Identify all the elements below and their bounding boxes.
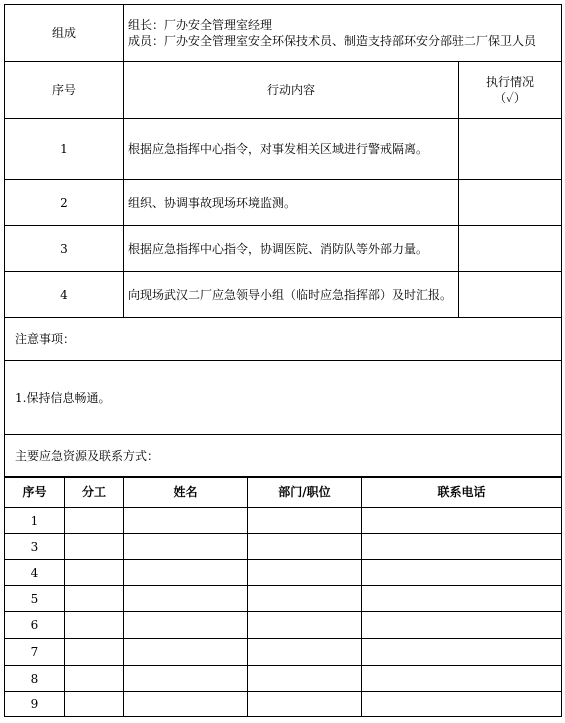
action-status-cell[interactable] <box>459 180 562 226</box>
res-phone-cell[interactable] <box>362 586 562 612</box>
header-status <box>459 62 562 119</box>
res-seq: 7 <box>5 639 65 666</box>
res-name-cell[interactable] <box>124 508 248 534</box>
resources-title-row <box>5 435 562 478</box>
res-phone-cell[interactable] <box>362 534 562 560</box>
action-content: 向现场武汉二厂应急领导小组（临时应急指挥部）及时汇报。 <box>124 272 459 318</box>
res-seq: 4 <box>5 560 65 586</box>
resources-row <box>5 534 562 560</box>
action-seq: 3 <box>5 226 124 272</box>
action-table <box>4 4 562 478</box>
res-phone-cell[interactable] <box>362 692 562 717</box>
group-label: 组成 <box>5 5 124 62</box>
res-role-cell[interactable] <box>65 612 124 639</box>
resources-row <box>5 586 562 612</box>
res-dept-cell[interactable] <box>248 692 362 717</box>
res-phone-cell[interactable] <box>362 639 562 666</box>
action-row <box>5 272 562 318</box>
res-role-cell[interactable] <box>65 508 124 534</box>
res-name-cell[interactable] <box>124 586 248 612</box>
action-status-cell[interactable] <box>459 272 562 318</box>
group-members-cell <box>124 5 562 62</box>
resources-row <box>5 560 562 586</box>
action-seq: 1 <box>5 119 124 180</box>
notes-item-row <box>5 361 562 435</box>
res-role-cell[interactable] <box>65 534 124 560</box>
res-seq: 9 <box>5 692 65 717</box>
group-members: 成员：厂办安全管理室安全环保技术员、制造支持部环安分部驻二厂保卫人员 <box>128 34 537 48</box>
res-role-cell[interactable] <box>65 560 124 586</box>
resources-row <box>5 639 562 666</box>
header-status-line1: 执行情况 <box>486 75 535 89</box>
action-row <box>5 119 562 180</box>
res-header-dept: 部门/职位 <box>248 477 362 508</box>
action-status-cell[interactable] <box>459 119 562 180</box>
res-dept-cell[interactable] <box>248 612 362 639</box>
res-phone-cell[interactable] <box>362 508 562 534</box>
notes-title: 注意事项： <box>5 318 562 361</box>
action-row <box>5 226 562 272</box>
res-seq: 6 <box>5 612 65 639</box>
res-dept-cell[interactable] <box>248 666 362 692</box>
resources-row <box>5 612 562 639</box>
res-header-role: 分工 <box>65 477 124 508</box>
resources-table <box>4 476 562 717</box>
header-content: 行动内容 <box>124 62 459 119</box>
res-name-cell[interactable] <box>124 560 248 586</box>
action-content: 根据应急指挥中心指令，对事发相关区域进行警戒隔离。 <box>124 119 459 180</box>
res-header-name: 姓名 <box>124 477 248 508</box>
resources-row <box>5 692 562 717</box>
action-row <box>5 180 562 226</box>
res-role-cell[interactable] <box>65 692 124 717</box>
header-seq: 序号 <box>5 62 124 119</box>
res-header-phone: 联系电话 <box>362 477 562 508</box>
res-dept-cell[interactable] <box>248 508 362 534</box>
res-dept-cell[interactable] <box>248 534 362 560</box>
action-content: 根据应急指挥中心指令，协调医院、消防队等外部力量。 <box>124 226 459 272</box>
res-role-cell[interactable] <box>65 666 124 692</box>
res-seq: 8 <box>5 666 65 692</box>
res-name-cell[interactable] <box>124 639 248 666</box>
res-dept-cell[interactable] <box>248 560 362 586</box>
res-header-seq: 序号 <box>5 477 65 508</box>
res-role-cell[interactable] <box>65 639 124 666</box>
header-status-line2: （✓） <box>494 91 526 105</box>
res-seq: 5 <box>5 586 65 612</box>
res-phone-cell[interactable] <box>362 560 562 586</box>
res-phone-cell[interactable] <box>362 666 562 692</box>
action-status-cell[interactable] <box>459 226 562 272</box>
res-dept-cell[interactable] <box>248 639 362 666</box>
res-name-cell[interactable] <box>124 534 248 560</box>
resources-title: 主要应急资源及联系方式： <box>5 435 562 478</box>
resources-row <box>5 508 562 534</box>
resources-row <box>5 666 562 692</box>
res-name-cell[interactable] <box>124 666 248 692</box>
res-seq: 3 <box>5 534 65 560</box>
group-leader: 组长：厂办安全管理室经理 <box>128 18 273 32</box>
group-row <box>5 5 562 62</box>
action-content: 组织、协调事故现场环境监测。 <box>124 180 459 226</box>
res-phone-cell[interactable] <box>362 612 562 639</box>
res-dept-cell[interactable] <box>248 586 362 612</box>
action-header-row <box>5 62 562 119</box>
res-seq: 1 <box>5 508 65 534</box>
res-name-cell[interactable] <box>124 692 248 717</box>
notes-item: 1.保持信息畅通。 <box>5 361 562 435</box>
res-role-cell[interactable] <box>65 586 124 612</box>
resources-header-row <box>5 477 562 508</box>
res-name-cell[interactable] <box>124 612 248 639</box>
notes-title-row <box>5 318 562 361</box>
action-seq: 2 <box>5 180 124 226</box>
action-seq: 4 <box>5 272 124 318</box>
